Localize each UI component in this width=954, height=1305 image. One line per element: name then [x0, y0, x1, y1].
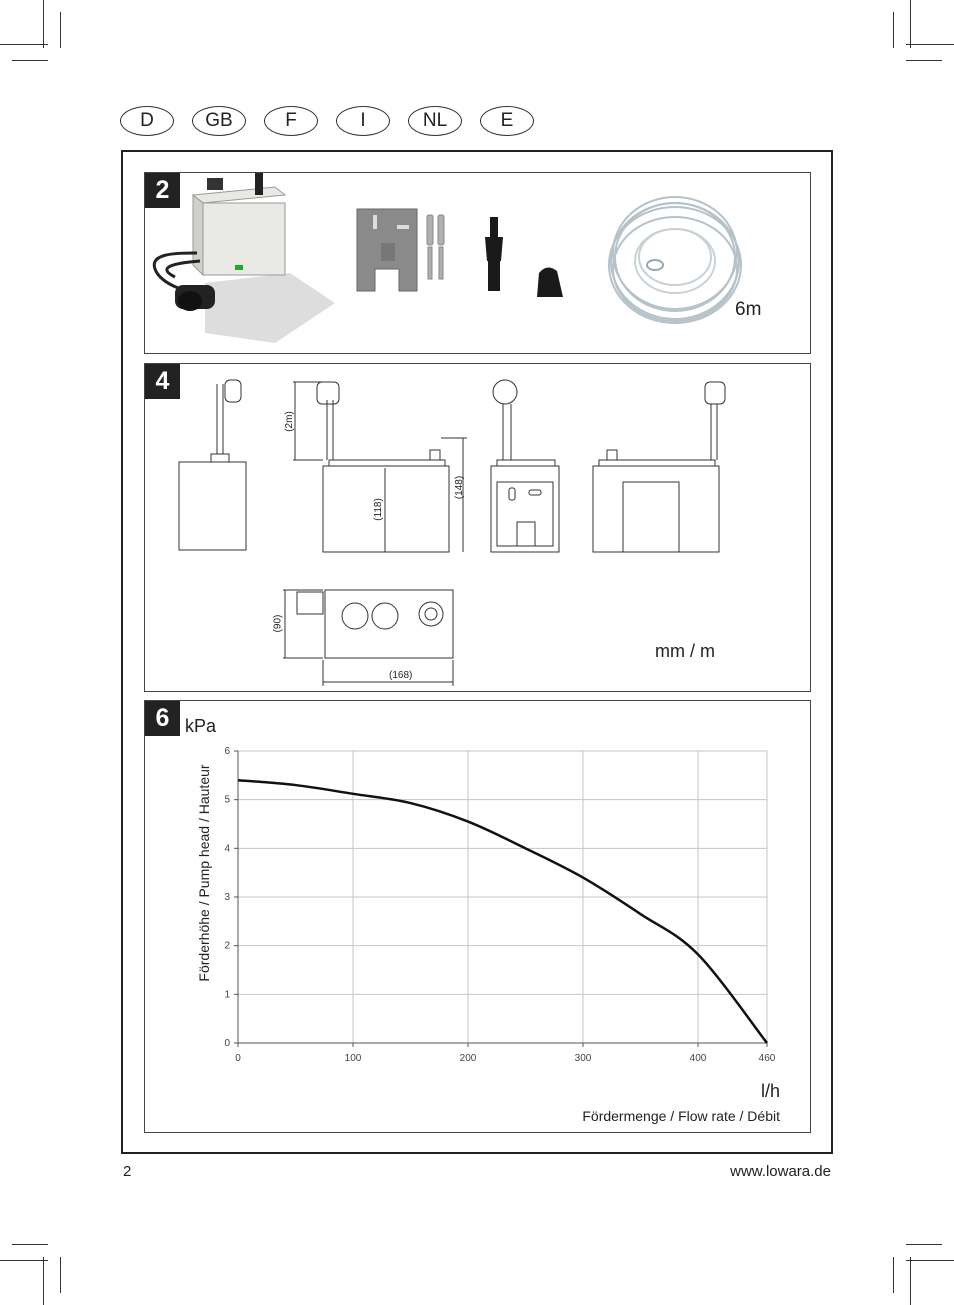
x-tick-label: 200 [459, 1053, 477, 1064]
crop-mark [910, 1257, 911, 1305]
panel-package-contents [144, 172, 811, 354]
screws-image [427, 215, 444, 279]
top-view-drawing [283, 590, 453, 686]
crop-mark [43, 1257, 44, 1305]
x-axis-label: Fördermenge / Flow rate / Débit [582, 1108, 780, 1124]
dim-width-label: (168) [389, 670, 413, 681]
x-tick-label: 100 [344, 1053, 362, 1064]
crop-mark [910, 0, 911, 48]
dim-body-height-label: (118) [372, 498, 384, 521]
lang-badge-i[interactable]: I [336, 106, 390, 136]
pump-curve-chart [145, 701, 810, 1132]
crop-mark [893, 1257, 894, 1293]
y-tick-label: 4 [224, 843, 230, 855]
section-number: 2 [145, 173, 180, 208]
front-view-drawing [293, 382, 467, 552]
y-tick-label: 1 [224, 989, 230, 1001]
pump-curve-line [238, 780, 767, 1043]
dim-total-height-label: (148) [454, 475, 466, 500]
side-view-drawing [179, 380, 246, 550]
page-number: 2 [123, 1163, 132, 1180]
website-link[interactable]: www.lowara.de [730, 1163, 831, 1180]
x-tick-label: 400 [689, 1053, 707, 1064]
dim-cable-label: (2m) [283, 411, 295, 432]
lang-badge-nl[interactable]: NL [408, 106, 462, 136]
hose-length-label: 6m [735, 299, 762, 320]
coiled-hose-image [609, 197, 741, 323]
y-tick-label: 5 [224, 794, 230, 806]
cap-image [537, 267, 563, 297]
crop-mark [906, 60, 942, 61]
crop-mark [60, 1257, 61, 1293]
y-tick-label: 6 [224, 746, 230, 757]
crop-mark [906, 1244, 942, 1245]
back-view-drawing [491, 380, 559, 552]
lang-badge-e[interactable]: E [480, 106, 534, 136]
hose-connector-image [485, 217, 503, 291]
units-label: mm / m [655, 641, 715, 661]
y-tick-label: 3 [224, 892, 230, 903]
crop-mark [906, 44, 954, 45]
crop-mark [43, 0, 44, 48]
lang-badge-d[interactable]: D [120, 106, 174, 136]
crop-mark [906, 1260, 954, 1261]
panel-dimensions [144, 363, 811, 692]
package-illustration [145, 173, 810, 353]
crop-mark [0, 44, 48, 45]
wall-bracket-image [357, 209, 417, 291]
x-tick-label: 300 [574, 1053, 592, 1064]
y-tick-label: 0 [224, 1038, 230, 1049]
panel-pump-curve [144, 700, 811, 1133]
x-tick-label: 460 [758, 1053, 776, 1064]
x-tick-label: 0 [235, 1053, 241, 1064]
crop-mark [893, 12, 894, 48]
crop-mark [0, 1260, 48, 1261]
crop-mark [12, 60, 48, 61]
y-unit-label: kPa [185, 716, 217, 736]
lang-badge-f[interactable]: F [264, 106, 318, 136]
section-number: 6 [145, 701, 180, 736]
rear-side-view-drawing [593, 382, 725, 552]
lang-badge-gb[interactable]: GB [192, 106, 246, 136]
y-axis-label: Förderhöhe / Pump head / Hauteur [196, 764, 212, 982]
crop-mark [60, 12, 61, 48]
y-tick-label: 2 [224, 940, 230, 952]
x-unit-label: l/h [760, 1081, 780, 1101]
section-number: 4 [145, 364, 180, 399]
crop-mark [12, 1244, 48, 1245]
dim-depth-label: (90) [272, 614, 284, 633]
